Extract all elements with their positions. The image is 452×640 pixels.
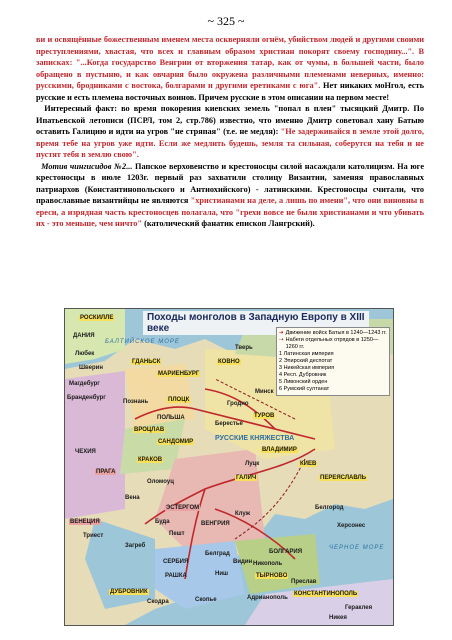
label-pereyaslavl: ПЕРЕЯСЛАВЛЬ (320, 475, 367, 481)
label-belgrad: Белград (205, 551, 230, 557)
page-number: ~ 325 ~ (207, 14, 245, 28)
paragraph-2 (36, 103, 424, 161)
label-roskilde: РОСКИЛЛЕ (80, 315, 114, 321)
label-polsha: ПОЛЬША (157, 415, 185, 421)
label-dania: ДАНИЯ (73, 333, 95, 339)
label-serbiya: СЕРБИЯ (163, 559, 189, 565)
label-triest: Триест (83, 533, 104, 539)
legend-item: ➜ Движение войск Батыя в 1240—1243 гг. (279, 330, 387, 336)
label-marienburg: МАРИЕНБУРГ (158, 371, 200, 377)
label-brandenburg: Бранденбург (67, 395, 106, 401)
label-vidin: Видин (233, 559, 253, 565)
paragraph-1 (36, 34, 424, 103)
legend-item: 5 Ливонский орден (279, 379, 328, 385)
label-zagreb: Загреб (125, 543, 146, 549)
label-vladimir: ВЛАДИМИР (262, 447, 297, 453)
holy-roman-empire-area (65, 371, 125, 519)
label-praga: ПРАГА (96, 469, 116, 475)
label-krakov: КРАКОВ (138, 457, 163, 463)
black-sea (315, 509, 393, 579)
arrow-red-icon: ➜ (279, 330, 284, 336)
label-galich: ГАЛИЧ (236, 475, 257, 481)
label-hersones: Херсонес (337, 523, 366, 529)
text-3-end: (католический фанатик епископ Лангрский). (142, 219, 315, 228)
label-lutsk: Луцк (245, 461, 260, 467)
label-buda: Буда (155, 519, 170, 525)
motive-heading: Мотив чингисидов №2... (41, 161, 133, 171)
quote-red-3: "христианами на деле, а лишь по имени", что они виновны в ереси, а изрядная часть крестоносцев полагала, что "грехи вовсе не были христианами и что убивать их - это меньше, чем ничто" (36, 196, 424, 228)
legend-item: ⇢ Набеги отдельных отрядов в 1250—1260 гг. (279, 337, 379, 350)
label-grodno: Гродно (227, 401, 249, 407)
legend-item: 6 Румский султанат (279, 386, 330, 392)
label-sandomir: САНДОМИР (158, 439, 194, 445)
legend-item: 4 Респ. Дубровник (279, 372, 327, 378)
label-adrianopol: Адрианополь (247, 595, 288, 601)
label-konstantinopol: КОНСТАНТИНОПОЛЬ (294, 591, 358, 597)
label-belgorod: Белгород (315, 505, 344, 511)
label-plock: ПЛОЦК (168, 397, 190, 403)
label-nish: Ниш (215, 571, 229, 577)
label-shverin: Шверин (79, 365, 103, 371)
label-kiev: КИЕВ (300, 461, 317, 467)
label-skopie: Скопье (195, 597, 217, 603)
label-gerakleya: Гераклея (345, 605, 373, 611)
label-black-sea: ЧЕРНОЕ МОРЕ (329, 545, 385, 551)
label-dubrovnik: ДУБРОВНИК (110, 589, 148, 595)
label-magdeburg: Магдебург (69, 381, 100, 387)
legend-item: 1 Латинская империя (279, 351, 334, 357)
label-olomouts: Оломоуц (147, 479, 174, 485)
label-pesht: Пешт (169, 531, 185, 537)
quote-red-2: "Не задерживайся в земле этой долго, время тебе на угров уже идти. Если же медлить будешь, земля та сильная, соберутся на тебя и не пустят тебя в землю свою". (36, 127, 424, 159)
quote-red-1: ви и освящённые божественным именем места оскверняли огнём, убийством людей и другими своими преступлениями, хвастая, что всех и главным образом христиан покорят своему господину...". В записках: "...Когда государство Венгрии от вторжения татар, как от чумы, в большей части, было обращено в пустыню, и как овчарня было окружена различными племенами неверных, именно: русскими, бродниками с востока, болгарами и другими еретиками с юга". (36, 35, 424, 90)
label-nikeya: Никея (329, 615, 347, 621)
label-lubek: Любек (75, 351, 95, 357)
map-title: Походы монголов в Западную Европу в XIII веке (143, 311, 369, 335)
label-chekhiya: ЧЕХИЯ (75, 449, 96, 455)
label-minsk: Минск (255, 389, 274, 395)
paragraph-3 (36, 161, 424, 230)
map-legend (276, 327, 390, 396)
text-3: Папское верховенство и крестоносцы силой насаждали католицизм. На юге крестоносцы в июле 1203г. первый раз захватили столицу Византии, заменяя православных патриархов (Константинопольского и Антиохийского) - латинскими. Крестоносцы считали, что православные византийцы не являются (36, 161, 425, 205)
label-rus: РУССКИЕ КНЯЖЕСТВА (215, 435, 295, 442)
label-tver: Тверь (235, 345, 253, 351)
legend-item: 3 Никейская империя (279, 365, 335, 371)
label-preslav: Преслав (291, 579, 317, 585)
label-nikopol: Никополь (253, 561, 283, 567)
text-1: Нет никаких моНгол, есть русские и есть племена восточных воинов. Причем русские в этом описании на первом месте! (36, 81, 424, 102)
label-tyrnovo: ТЫРНОВО (256, 573, 288, 579)
label-vena: Вена (125, 495, 140, 501)
label-baltic-sea: БАЛТИЙСКОЕ МОРЕ (105, 339, 180, 345)
label-venetsiya: ВЕНЕЦИЯ (70, 519, 100, 525)
label-beresteye: Берестье (215, 421, 243, 427)
label-raska: РАШКА (165, 573, 187, 579)
body-text (36, 34, 424, 230)
label-kovno: КОВНО (218, 359, 240, 365)
label-bolgariya: БОЛГАРИЯ (269, 549, 303, 555)
label-gdansk: ГДАНЬСК (132, 359, 161, 365)
label-skodra: Скодра (147, 599, 169, 605)
label-poznan: Познань (123, 399, 149, 405)
label-vengriya: ВЕНГРИЯ (201, 521, 230, 527)
label-estergom: ЭСТЕРГОМ (166, 505, 200, 511)
label-turov: ТУРОВ (254, 413, 275, 419)
arrow-dash-icon: ⇢ (279, 337, 284, 343)
legend-item: 2 Эпирский деспотат (279, 358, 333, 364)
label-klush: Клуж (235, 511, 251, 517)
label-vrotslav: ВРОЦЛАВ (134, 427, 165, 433)
text-2: Интересный факт: во время покорения киевских земель "попал в плен" тысяцкий Дмитр. По Ипатьевской летописи (ПСРЛ, том 2, стр.786) известно, что именно Дмитр советовал хану Батыю оставить Галицию и идти на угров "не стряпая" (т.е. не медля): (36, 104, 424, 136)
historical-map (64, 308, 394, 626)
